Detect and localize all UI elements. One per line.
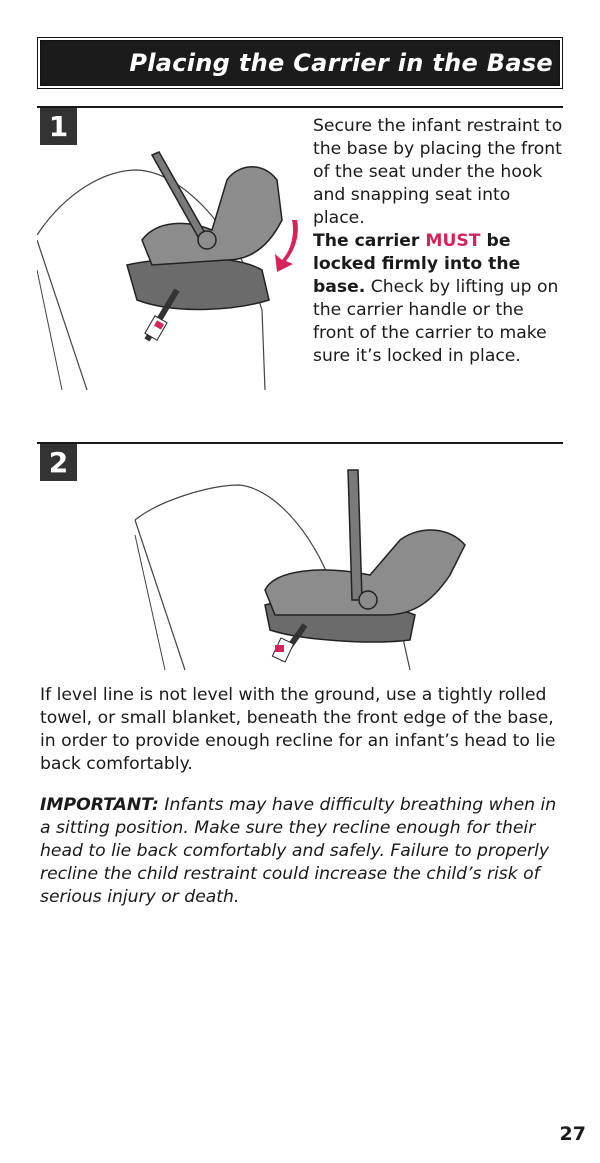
step1-number: 1 — [40, 108, 77, 145]
step1-instructions — [313, 115, 563, 368]
step1-bold-prefix: The carrier — [313, 231, 426, 251]
section-title-bar — [37, 37, 563, 89]
step1-rule — [37, 106, 563, 108]
car-seat-base — [127, 258, 269, 309]
step2-illustration — [130, 465, 475, 675]
step1-bold-suffix: be locked firmly into the base. — [313, 231, 521, 297]
important-label: IMPORTANT: — [40, 795, 159, 815]
section-title: Placing the Carrier in the Base — [129, 49, 553, 77]
step2-number: 2 — [40, 444, 77, 481]
step1-intro: Secure the infant restraint to the base by placing the front of the seat under the hook and snapping seat into place. — [313, 116, 563, 228]
step1-rest: Check by lifting up on the carrier handle or the front of the carrier to make sure it’s locked in place. — [313, 277, 559, 366]
step2-paragraph: If level line is not level with the ground, use a tightly rolled towel, or small blanket, beneath the front edge of the base, in order to provide enough recline for an infant’s head to lie back comfortably. — [40, 685, 556, 774]
important-warning — [40, 794, 560, 909]
page-number: 27 — [559, 1123, 586, 1145]
section-title-box — [40, 40, 560, 86]
step1-illustration — [37, 140, 312, 395]
step2-rule — [37, 442, 563, 444]
must-emphasis: MUST — [425, 231, 481, 251]
important-text: Infants may have difficulty breathing when in a sitting position. Make sure they recline enough for their head to lie back comfortably and safely. Failure to properly recline the child restraint could increase the child’s risk of serious injury or death. — [40, 795, 557, 907]
